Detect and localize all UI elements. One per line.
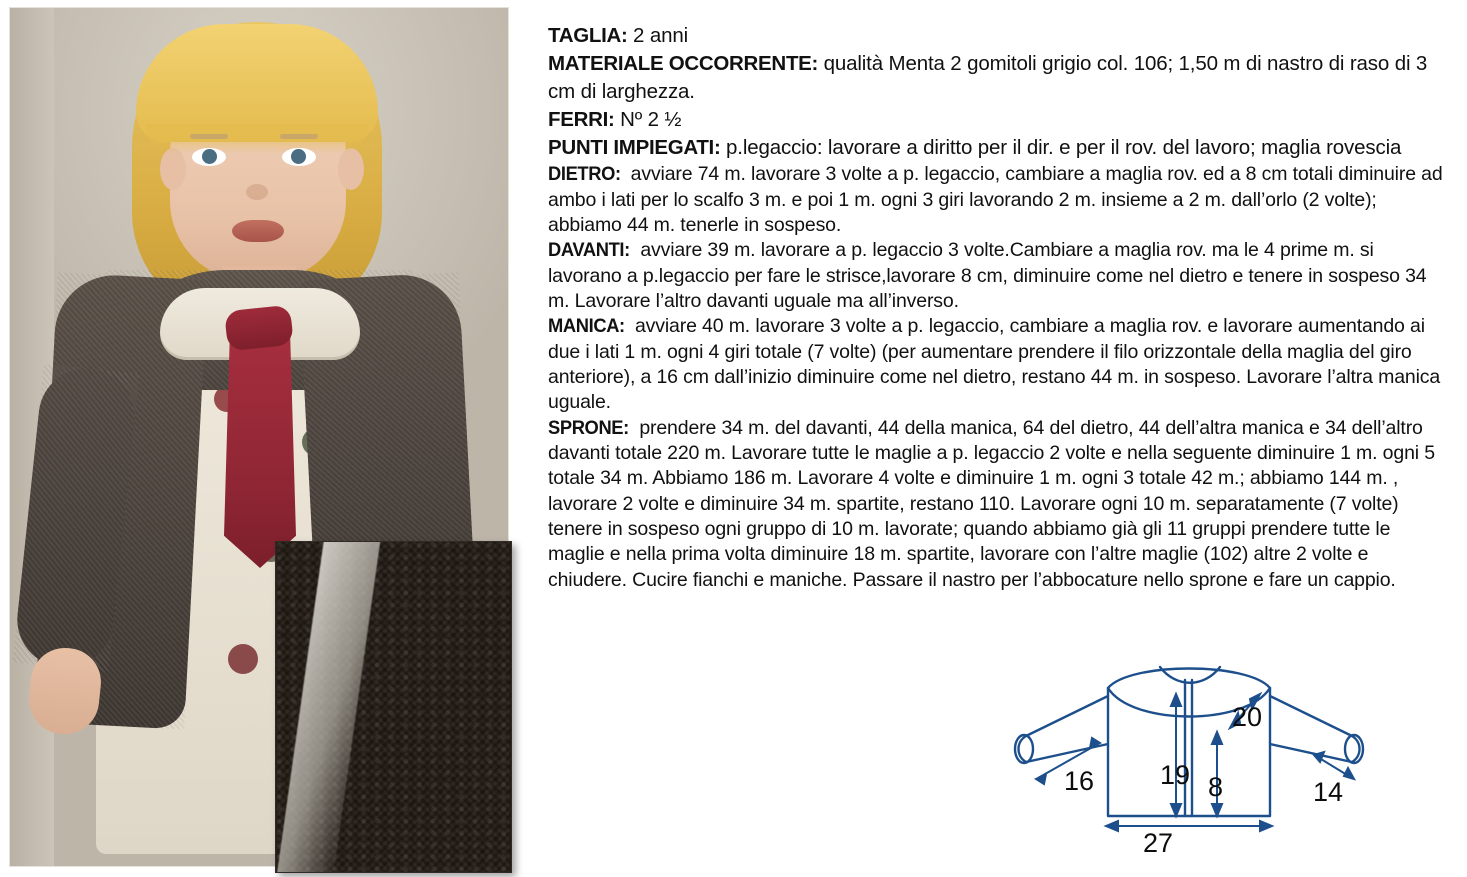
pattern-line-ferri xyxy=(548,106,1448,133)
ear-left xyxy=(160,148,186,190)
pattern-line-taglia xyxy=(548,22,1448,49)
ribbon-tail xyxy=(224,338,296,568)
pattern-section-davanti xyxy=(548,238,1448,314)
label-davanti: DAVANTI: xyxy=(548,239,630,262)
dim-label-sleeve-length: 16 xyxy=(1064,766,1095,796)
value-materiale: qualità Menta 2 gomitoli grigio col. 106; 1,50 m di nastro di raso di 3 cm di larghezza. xyxy=(548,52,1428,103)
pattern-section-manica xyxy=(548,314,1448,415)
pattern-sections xyxy=(548,162,1448,593)
schematic-body xyxy=(1108,669,1270,817)
label-ferri: FERRI: xyxy=(548,107,615,131)
eyebrow-right xyxy=(280,134,318,139)
fringe xyxy=(136,24,378,142)
mouth xyxy=(232,220,284,242)
label-sprone: SPRONE: xyxy=(548,416,629,439)
value-ferri: Nº 2 ½ xyxy=(614,107,682,131)
label-materiale: MATERIALE OCCORRENTE: xyxy=(548,52,819,76)
value-taglia: 2 anni xyxy=(627,24,689,47)
pupil-right xyxy=(291,149,306,164)
pattern-line-materiale xyxy=(548,50,1448,105)
schematic-drawing xyxy=(980,640,1400,870)
photo-column xyxy=(10,8,510,869)
dim-label-cuff: 14 xyxy=(1313,777,1344,807)
label-manica: MANICA: xyxy=(548,315,625,338)
ear-right xyxy=(338,148,364,190)
pattern-line-punti xyxy=(548,134,1448,161)
dim-label-armhole: 8 xyxy=(1208,772,1224,802)
nose xyxy=(246,184,268,200)
value-manica: avviare 40 m. lavorare 3 volte a p. legaccio, cambiare a maglia rov. e lavorare aumentando ai due i lati 1 m. ogni 4 giri totale (7 volte) (per aumentare prendere il filo orizzontale della maglia del giro anteriore), a 16 cm dall’inizio diminuire come nel dietro, restano 44 m. in sospeso. Lavorare l’altra manica uguale. xyxy=(548,315,1441,414)
ribbon-knot xyxy=(224,305,294,352)
garment-schematic xyxy=(980,640,1400,870)
dim-label-body-length: 19 xyxy=(1160,760,1191,790)
value-davanti: avviare 39 m. lavorare a p. legaccio 3 volte.Cambiare a maglia rov. ma le 4 prime m. si lavorano a p.legaccio per fare le strisce,lavorare 8 cm, diminuire come nel dietro e tenere in sospeso 34 m. Lavorare l’altro davanti uguale ma all’inverso. xyxy=(548,239,1427,312)
pattern-section-sprone xyxy=(548,416,1448,593)
value-dietro: avviare 74 m. lavorare 3 volte a p. legaccio, cambiare a maglia rov. ed a 8 cm totali diminuire ad ambo i lati per lo scalfo 3 m. e poi 1 m. ogni 3 giri lavorando 2 m. insieme a 2 m. dall’orlo (2 volte); abbiamo 44 m. tenerle in sospeso. xyxy=(548,163,1443,236)
value-punti: p.legaccio: lavorare a diritto per il dir. e per il rov. del lavoro; maglia rovescia xyxy=(720,136,1402,159)
dim-label-yoke: 20 xyxy=(1232,702,1263,732)
value-sprone: prendere 34 m. del davanti, 44 della manica, 64 del dietro, 44 dell’altra manica e 34 dell’altro davanti totale 220 m. Lavorare tutte le maglie a p. legaccio 2 volte e nella seguente diminuire 1 m. ogni 5 totale 34 m. Abbiamo 186 m. Lavorare 4 volte e diminuire 1 m. ogni 3 totale 42 m.; abbiamo 144 m. , lavorare 2 volte e diminuire 34 m. spartite, restano 110. Lavorare ogni 10 m. separatamente (7 volte) tenere in sospeso ogni gruppo di 10 m. lavorate; quando abbiamo già gli 11 gruppi prendere tutte le maglie e nella prima volta diminuire 18 m. spartite, lavorare con l’altre maglie (102) altre 2 volte e chiudere. Cucire fianchi e maniche. Passare il nastro per l’abbocature nello sprone e fare un cappio. xyxy=(548,416,1435,591)
dim-label-width: 27 xyxy=(1143,828,1174,858)
pattern-lead xyxy=(548,22,1448,161)
pattern-section-dietro xyxy=(548,162,1448,238)
pupil-left xyxy=(202,149,217,164)
label-dietro: DIETRO: xyxy=(548,163,621,186)
label-taglia: TAGLIA: xyxy=(548,24,628,47)
knit-swatch-photo xyxy=(275,541,512,873)
eyebrow-left xyxy=(190,134,228,139)
dress-dot xyxy=(228,644,258,674)
label-punti: PUNTI IMPIEGATI: xyxy=(548,136,721,159)
pattern-text-column xyxy=(548,22,1448,593)
